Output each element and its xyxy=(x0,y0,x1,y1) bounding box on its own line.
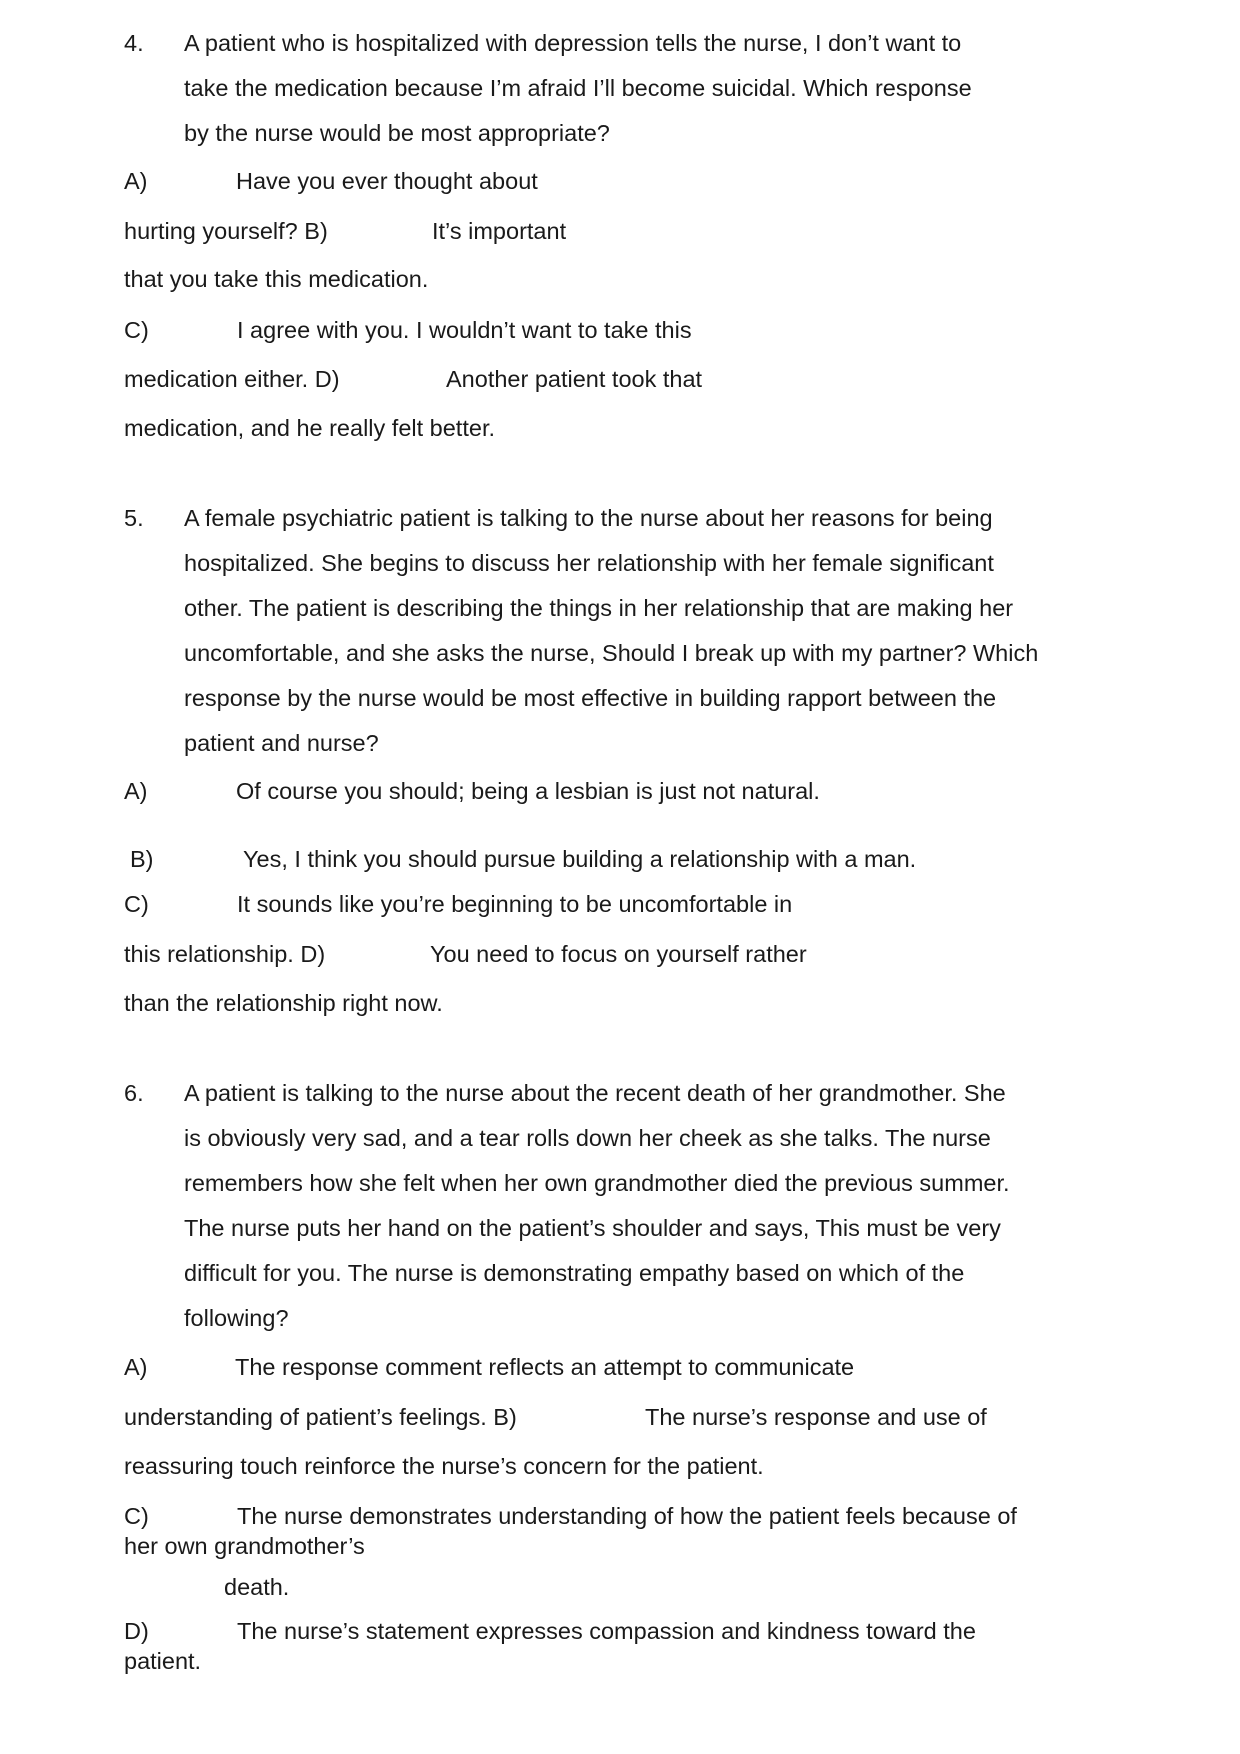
option-text: Yes, I think you should pursue building a relationship with a man. xyxy=(243,846,917,872)
option-text: death. xyxy=(224,1574,290,1600)
question-stem-line: patient and nurse? xyxy=(184,730,379,756)
question-stem-line: hospitalized. She begins to discuss her relationship with her female significant xyxy=(184,550,994,576)
question-stem-line: The nurse puts her hand on the patient’s shoulder and says, This must be very xyxy=(184,1215,1001,1241)
option-label: A) xyxy=(124,1354,148,1380)
option-label: A) xyxy=(124,168,148,194)
question-stem-line: A patient is talking to the nurse about the recent death of her grandmother. She xyxy=(184,1080,1006,1106)
option-text: patient. xyxy=(124,1648,202,1674)
question-stem-line: remembers how she felt when her own grandmother died the previous summer. xyxy=(184,1170,1010,1196)
option-text: that you take this medication. xyxy=(124,266,429,292)
question-number: 5. xyxy=(124,505,144,531)
question-stem-line: is obviously very sad, and a tear rolls down her cheek as she talks. The nurse xyxy=(184,1125,991,1151)
option-label: C) xyxy=(124,317,149,343)
question-stem-line: following? xyxy=(184,1305,289,1331)
option-label: B) xyxy=(130,846,154,872)
option-label: A) xyxy=(124,778,148,804)
question-stem-line: response by the nurse would be most effective in building rapport between the xyxy=(184,685,997,711)
option-text: I agree with you. I wouldn’t want to take this xyxy=(237,317,692,343)
option-text: The nurse’s statement expresses compassion and kindness toward the xyxy=(237,1618,976,1644)
question-number: 6. xyxy=(124,1080,144,1106)
question-stem-line: other. The patient is describing the things in her relationship that are making her xyxy=(184,595,1014,621)
question-stem-line: by the nurse would be most appropriate? xyxy=(184,120,610,146)
option-text: medication, and he really felt better. xyxy=(124,415,495,441)
option-text: medication either. D) xyxy=(124,366,340,392)
option-text: than the relationship right now. xyxy=(124,990,443,1016)
option-text: Have you ever thought about xyxy=(236,168,538,194)
option-text: reassuring touch reinforce the nurse’s concern for the patient. xyxy=(124,1453,764,1479)
option-label: D) xyxy=(124,1618,149,1644)
option-text: understanding of patient’s feelings. B) xyxy=(124,1404,517,1430)
option-text: The nurse demonstrates understanding of how the patient feels because of xyxy=(237,1503,1017,1529)
question-stem-line: A patient who is hospitalized with depression tells the nurse, I don’t want to xyxy=(184,30,962,56)
question-stem-line: uncomfortable, and she asks the nurse, Should I break up with my partner? Which xyxy=(184,640,1039,666)
option-text: Another patient took that xyxy=(446,366,703,392)
option-text: You need to focus on yourself rather xyxy=(430,941,807,967)
option-label: C) xyxy=(124,1503,149,1529)
question-number: 4. xyxy=(124,30,144,56)
option-text: this relationship. D) xyxy=(124,941,326,967)
option-text: her own grandmother’s xyxy=(124,1533,365,1559)
option-text: The response comment reflects an attempt to communicate xyxy=(235,1354,855,1380)
option-text: It sounds like you’re beginning to be uncomfortable in xyxy=(237,891,793,917)
question-stem-line: take the medication because I’m afraid I’ll become suicidal. Which response xyxy=(184,75,972,101)
question-stem-line: difficult for you. The nurse is demonstrating empathy based on which of the xyxy=(184,1260,965,1286)
option-text: It’s important xyxy=(432,218,567,244)
option-text: The nurse’s response and use of xyxy=(645,1404,987,1430)
option-text: hurting yourself? B) xyxy=(124,218,328,244)
option-text: Of course you should; being a lesbian is just not natural. xyxy=(236,778,820,804)
option-label: C) xyxy=(124,891,149,917)
question-stem-line: A female psychiatric patient is talking to the nurse about her reasons for being xyxy=(184,505,993,531)
